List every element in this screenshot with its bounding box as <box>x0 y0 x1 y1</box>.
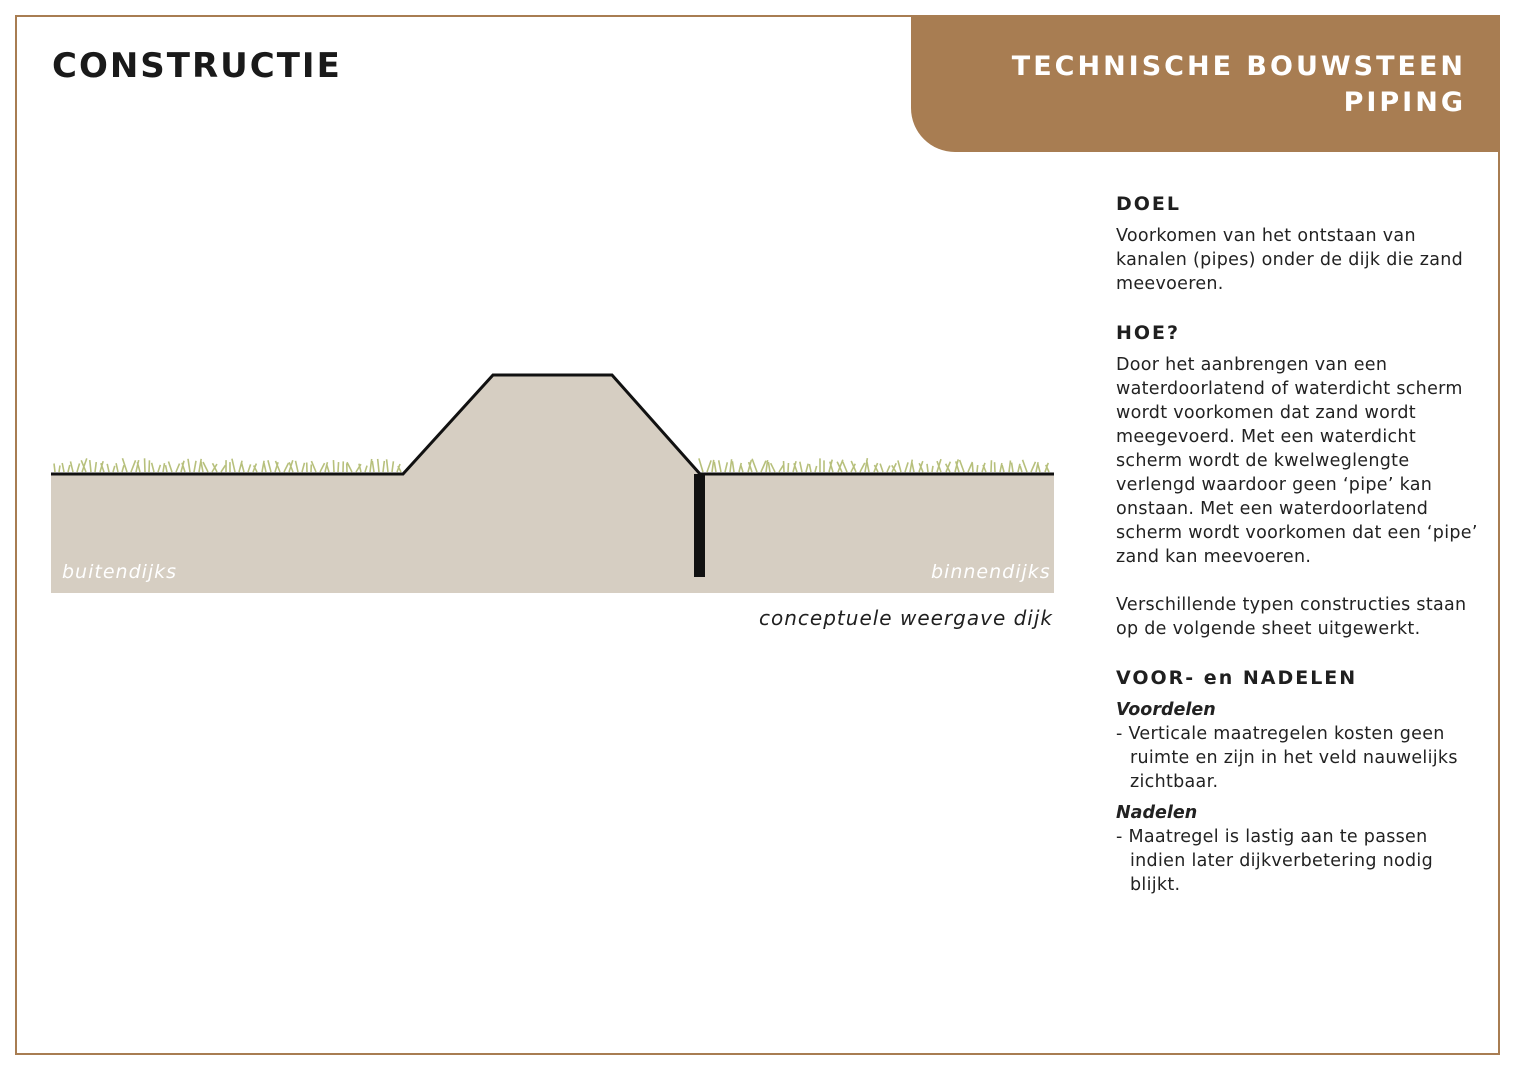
grass-tuft <box>107 464 115 472</box>
heading-doel: DOEL <box>1116 193 1182 215</box>
grass-tuft <box>793 461 797 472</box>
grass-tuft <box>1000 463 1004 472</box>
grass-tuft <box>70 461 79 472</box>
grass-tuft <box>972 463 977 472</box>
grass-tuft <box>397 464 401 472</box>
grass-tuft <box>748 460 752 472</box>
grass-tuft <box>311 461 324 472</box>
grass-tuft <box>122 458 135 472</box>
grass-tuft <box>719 460 728 472</box>
grass-tuft <box>820 458 824 472</box>
grass-tuft <box>289 460 293 472</box>
grass-tuft <box>865 458 869 472</box>
page-title: CONSTRUCTIE <box>52 46 342 86</box>
nadelen-item: - Maatregel is lastig aan te passen indien later dijkverbetering nodig blijkt. <box>1116 827 1433 895</box>
heading-voor-nadelen: VOOR- en NADELEN <box>1116 667 1358 689</box>
heading-hoe: HOE? <box>1116 322 1181 344</box>
hoe-text-2: Verschillende typen constructies staan op de volgende sheet uitgewerkt. <box>1116 595 1467 639</box>
grass-tuft <box>730 459 734 472</box>
grass-tuft <box>991 460 995 472</box>
grass-tuft <box>136 460 140 472</box>
grass-tuft <box>116 463 124 472</box>
grass-tuft <box>739 463 743 472</box>
grass-tuft <box>784 461 789 472</box>
grass-tuft <box>370 459 374 472</box>
grass-tuft <box>213 463 226 472</box>
grass-left <box>54 458 401 472</box>
grass-tuft <box>262 461 266 472</box>
grass-tuft <box>880 464 890 472</box>
hoe-text-1: Door het aanbrengen van een waterdoorlatend of waterdicht scherm wordt voorkomen dat zand wordt meegevoerd. Met een waterdicht scherm wordt de kwelweglengte verlengd waardoor geen ‘pipe’ kan onstaan. Met een waterdoorlatend scherm wordt voorkomen dat een ‘pipe’ zand kan meevoeren. <box>1116 355 1478 567</box>
grass-tuft <box>378 459 385 472</box>
grass-tuft <box>100 461 104 472</box>
grass-tuft <box>699 458 711 472</box>
grass-tuft <box>771 463 784 472</box>
label-buitendijks: buitendijks <box>62 561 178 583</box>
grass-tuft <box>960 460 973 472</box>
grass-tuft <box>333 460 338 472</box>
grass-tuft <box>712 460 716 472</box>
ground-body <box>51 474 1054 593</box>
nadelen-label: Nadelen <box>1116 803 1198 823</box>
grass-tuft <box>955 459 959 472</box>
grass-tuft <box>1023 460 1036 472</box>
grass-tuft <box>1036 462 1040 472</box>
grass-tuft <box>927 464 933 472</box>
grass-tuft <box>325 462 329 472</box>
grass-tuft <box>851 461 865 472</box>
header-subtitle: PIPING <box>1343 87 1466 118</box>
grass-tuft <box>188 459 196 472</box>
diagram-caption: conceptuele weergave dijk <box>759 606 1053 630</box>
section-doel <box>1116 193 1486 296</box>
grass-tuft <box>343 461 347 472</box>
grass-tuft <box>163 463 167 472</box>
grass-tuft <box>752 459 766 472</box>
grass-tuft <box>1045 463 1049 472</box>
grass-tuft <box>152 463 161 472</box>
grass-tuft <box>347 462 361 472</box>
grass-tuft <box>296 461 305 472</box>
header-title: TECHNISCHE BOUWSTEEN <box>1011 51 1466 82</box>
grass-tuft <box>1009 461 1013 472</box>
grass-tuft <box>937 459 941 472</box>
section-voor-nadelen <box>1116 667 1486 897</box>
section-hoe <box>1116 322 1486 641</box>
info-sidebar <box>1116 193 1486 923</box>
grass-tuft <box>766 460 770 472</box>
grass-tuft <box>892 463 896 472</box>
label-binnendijks: binnendijks <box>931 561 1051 583</box>
grass-tuft <box>919 461 923 472</box>
grass-tuft <box>232 459 242 472</box>
grass-tuft <box>241 462 250 472</box>
grass-tuft <box>90 460 97 472</box>
grass-tuft <box>800 462 808 472</box>
grass-tuft <box>62 463 70 472</box>
grass-tuft <box>982 463 986 472</box>
grass-right <box>699 458 1049 472</box>
grass-tuft <box>829 460 833 472</box>
grass-tuft <box>199 459 203 472</box>
grass-tuft <box>253 464 257 472</box>
grass-tuft <box>226 460 230 472</box>
grass-tuft <box>181 461 185 472</box>
grass-tuft <box>874 463 878 472</box>
grass-tuft <box>809 464 816 472</box>
grass-tuft <box>898 460 908 472</box>
doel-text: Voorkomen van het ontstaan van kanalen (pipes) onder de dijk die zand meevoeren. <box>1116 226 1464 294</box>
grass-tuft <box>81 458 87 472</box>
grass-tuft <box>145 458 150 472</box>
grass-tuft <box>387 459 394 472</box>
seepage-screen <box>694 474 705 577</box>
grass-tuft <box>168 462 179 472</box>
grass-tuft <box>54 464 60 472</box>
voordelen-item: - Verticale maatregelen kosten geen ruimte en zijn in het veld nauwelijks zichtbaar. <box>1116 724 1458 792</box>
voordelen-label: Voordelen <box>1116 700 1216 720</box>
grass-tuft <box>946 462 951 472</box>
grass-tuft <box>1018 464 1022 472</box>
dike-diagram <box>0 0 1100 640</box>
grass-tuft <box>837 460 843 472</box>
grass-tuft <box>307 462 312 472</box>
grass-tuft <box>910 460 914 472</box>
